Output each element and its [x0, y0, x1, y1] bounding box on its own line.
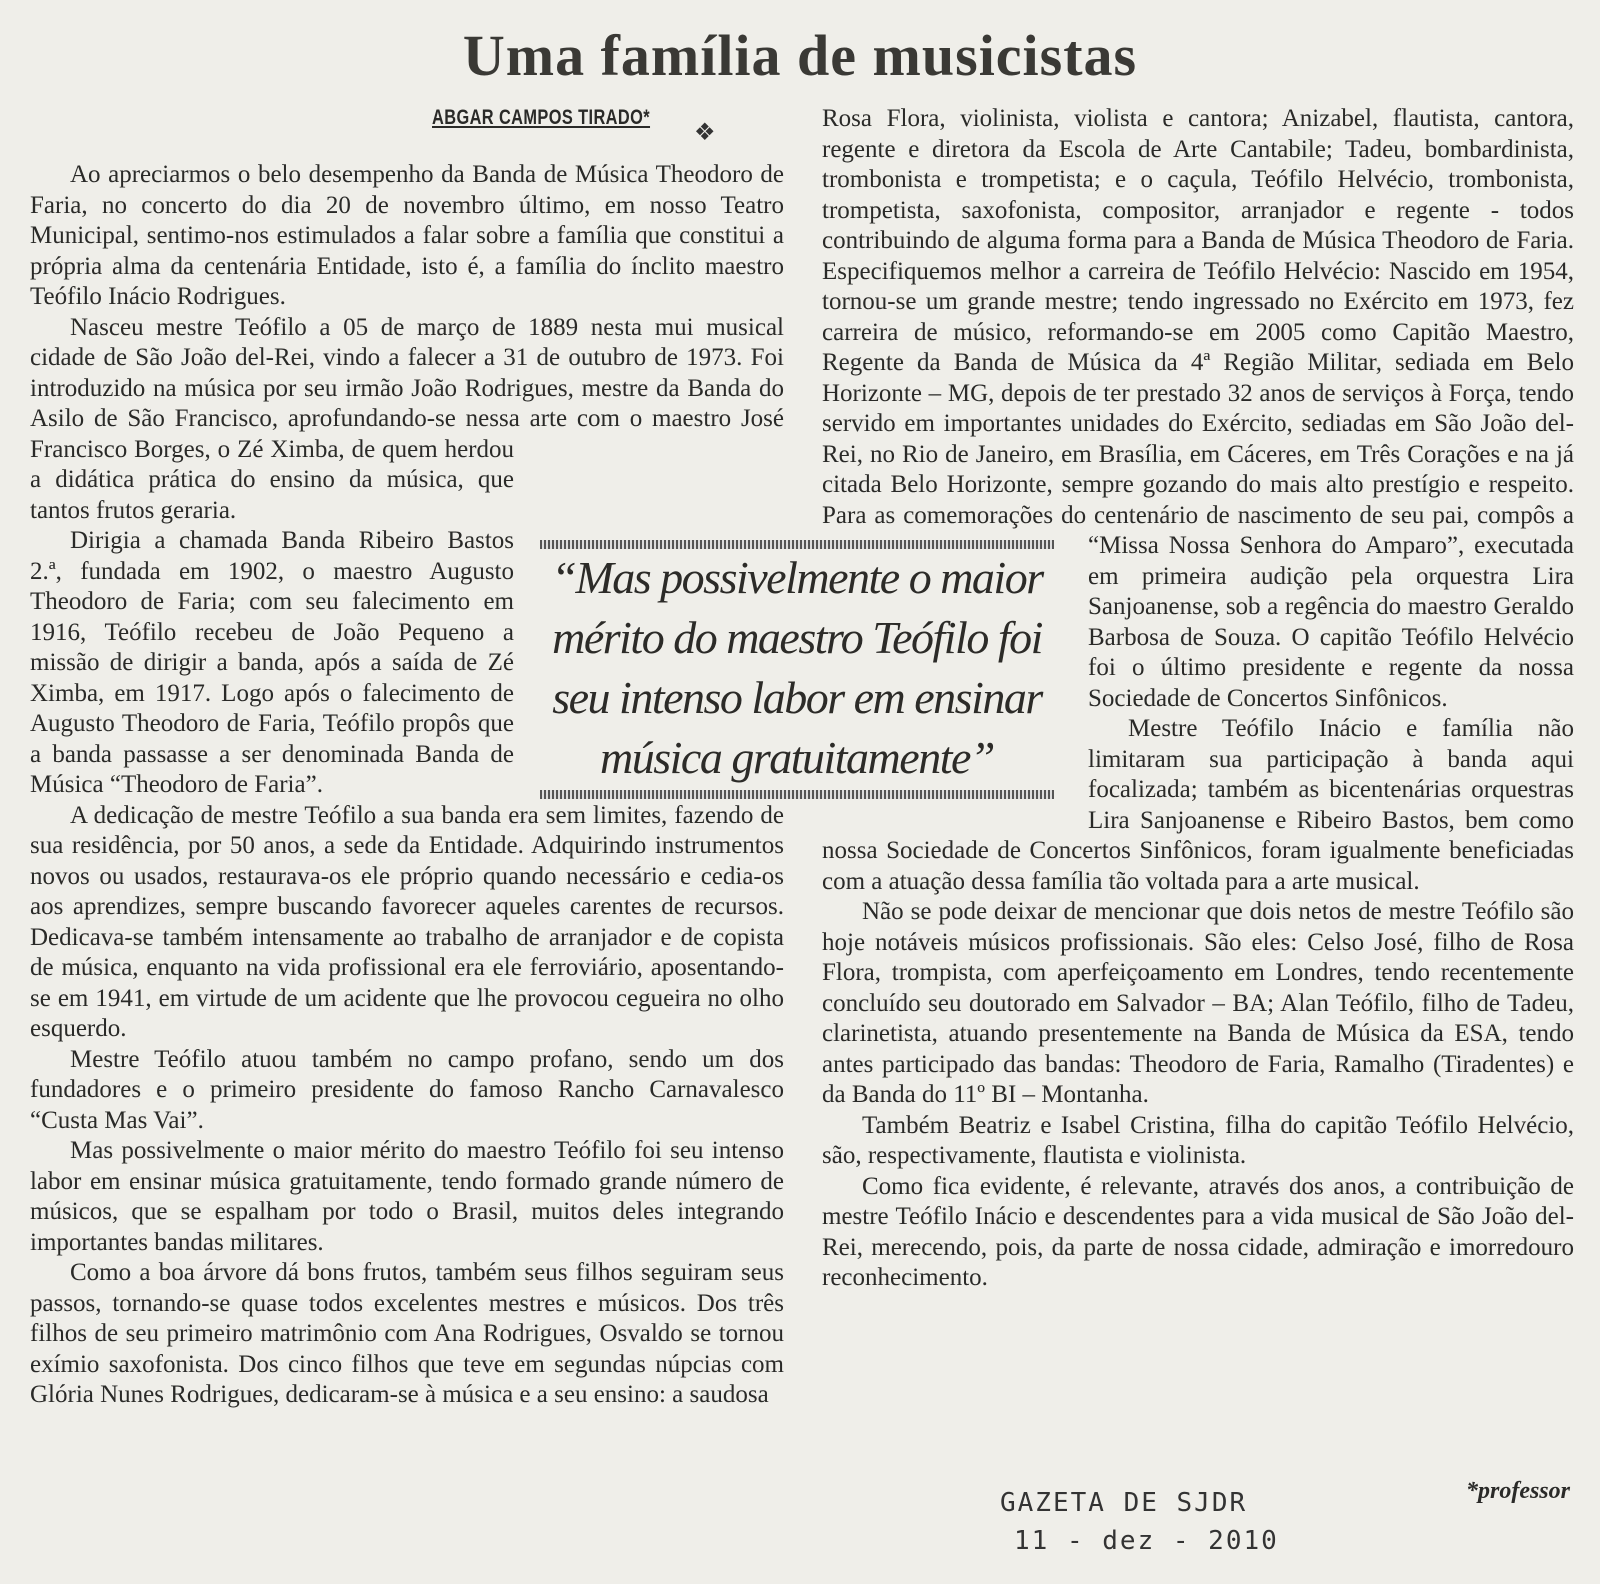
paragraph: Mestre Teófilo atuou também no campo profano, sendo um dos fundadores e o primeiro presidente do famoso Rancho Carnavalesco “Custa Mas Vai”.	[30, 1045, 784, 1134]
paragraph: Como a boa árvore dá bons frutos, também seus filhos seguiram seus passos, tornando-se quase todos excelentes mestres e músicos. Dos três filhos de seu primeiro matrimônio com Ana Rodrigues, Osvaldo se tornou exímio saxofonista. Dos cinco filhos que teve em segundas núpcias com Glória Nunes Rodrigues, dedicaram-se à música e a seu ensino: a saudosa	[30, 1259, 784, 1408]
byline: ABGAR CAMPOS TIRADO*	[432, 106, 651, 129]
byline-block	[432, 106, 712, 130]
paragraph: A dedicação de mestre Teófilo a sua banda era sem limites, fazendo de sua residência, por 50 anos, a sede da Entidade. Adquirindo instrumentos novos ou usados, restaurava-os ele próprio quando necessário e cedia-os aos aprendizes, sempre buscando favorecer aqueles carentes de recursos. Dedicava-se também intensamente ao trabalho de arranjador e de copista de música, enquanto na vida profissional era ele ferroviário, aposentando-se em 1941, em virtude de um acidente que lhe provocou cegueira no olho esquerdo.	[30, 801, 784, 1042]
pull-quote-bottom-rule	[540, 790, 1054, 799]
paragraph: Mas possivelmente o maior mérito do maestro Teófilo foi seu intenso labor em ensinar música gratuitamente, tendo formado grande número de músicos, que se espalham por todo o Brasil, muitos deles integrando importantes bandas militares.	[30, 1137, 784, 1256]
paragraph: Nasceu mestre Teófilo a 05 de março de 1889 nesta mui musical cidade de São João del-Rei, vindo a falecer a 31 de outubro de 1973. Foi introduzido na música por seu irmão João Rodrigues, mestre da Banda do Asilo de São Francisco, aprofundando-se nessa arte com o maestro José Francisco Borges, o Zé Ximba, de quem herdou a didática prática do ensino da música, que tantos frutos geraria.	[30, 313, 784, 524]
pull-quote: “Mas possivelmente o maior mérito do maestro Teófilo foi seu intenso labor em ensinar música gratuitamente”	[551, 552, 1043, 783]
handwritten-date: 11 - dez - 2010	[1014, 1526, 1279, 1556]
paragraph: Ao apreciarmos o belo desempenho da Banda de Música Theodoro de Faria, no concerto do dia 20 de novembro último, em nosso Teatro Municipal, sentimo-nos estimulados a falar sobre a família que constitui a própria alma da centenária Entidade, isto é, a família do ínclito maestro Teófilo Inácio Rodrigues.	[30, 161, 784, 310]
paragraph: Dirigia a chamada Banda Ribeiro Bastos 2.ª, fundada em 1902, o maestro Augusto Theodoro de Faria; com seu falecimento em 1916, Teófilo recebeu de João Pequeno a missão de dirigir a banda, após a saída de Zé Ximba, em 1917. Logo após o falecimento de Augusto Theodoro de Faria, Teófilo propôs que a banda passasse a ser denominada Banda de Música “Theodoro de Faria”.	[30, 527, 514, 798]
handwritten-source: GAZETA DE SJDR	[1000, 1488, 1248, 1518]
headline: Uma família de musicistas	[462, 23, 1138, 88]
paragraph: Mestre Teófilo Inácio e família não limitaram sua participação à banda aqui focalizada; também as bicentenárias orquestras Lira Sanjoanense e Ribeiro Bastos, bem como nossa Sociedade de Concertos Sinfônicos, foram igualmente beneficiadas com a atuação dessa família tão voltada para a arte musical.	[822, 715, 1574, 895]
paragraph: Não se pode deixar de mencionar que dois netos de mestre Teófilo são hoje notáveis músicos profissionais. São eles: Celso José, filho de Rosa Flora, trompista, com aperfeiçoamento em Londres, tendo recentemente concluído seu doutorado em Salvador – BA; Alan Teófilo, filho de Tadeu, clarinetista, atuando presentemente na Banda de Música da ESA, tendo antes participado das bandas: Theodoro de Faria, Ramalho (Tiradentes) e da Banda do 11º BI – Montanha.	[822, 898, 1574, 1108]
paragraph: Rosa Flora, violinista, violista e cantora; Anizabel, flautista, cantora, regente e diretora da Escola de Arte Cantabile; Tadeu, bombardinista, trombonista e trompetista; e o caçula, Teófilo Helvécio, trombonista, trompetista, saxofonista, compositor, arranjador e regente - todos contribuindo de alguma forma para a Banda de Música Theodoro de Faria. Especifiquemos melhor a carreira de Teófilo Helvécio: Nascido em 1954, tornou-se um grande mestre; tendo ingressado no Exército em 1973, fez carreira de músico, reformando-se em 2005 como Capitão Maestro, Regente da Banda de Música da 4ª Região Militar, sediada em Belo Horizonte – MG, depois de ter prestado 32 anos de serviços à Força, tendo servido em importantes unidades do Exército, sediadas em São João del-Rei, no Rio de Janeiro, em Brasília, em Cáceres, em Três Corações e na já citada Belo Horizonte, sempre gozando do mais alto prestígio e respeito. Para as comemorações do centenário de nascimento de seu pai, compôs a “Missa Nossa Senhora do Amparo”, executada em primeira audição pela orquestra Lira Sanjoanense, sob a regência do maestro Geraldo Barbosa de Souza. O capitão Teófilo Helvécio foi o último presidente e regente da nossa Sociedade de Concertos Sinfônicos.	[822, 105, 1574, 712]
paragraph: Como fica evidente, é relevante, através dos anos, a contribuição de mestre Teófilo Inácio e descendentes para a vida musical de São João del-Rei, merecendo, pois, da parte de nossa cidade, admiração e imorredouro reconhecimento.	[822, 1172, 1574, 1291]
paragraph: Também Beatriz e Isabel Cristina, filha do capitão Teófilo Helvécio, são, respectivamente, flautista e violinista.	[822, 1111, 1574, 1169]
author-footnote: *professor	[1465, 1478, 1570, 1504]
ornament-icon: ❖	[694, 120, 716, 146]
